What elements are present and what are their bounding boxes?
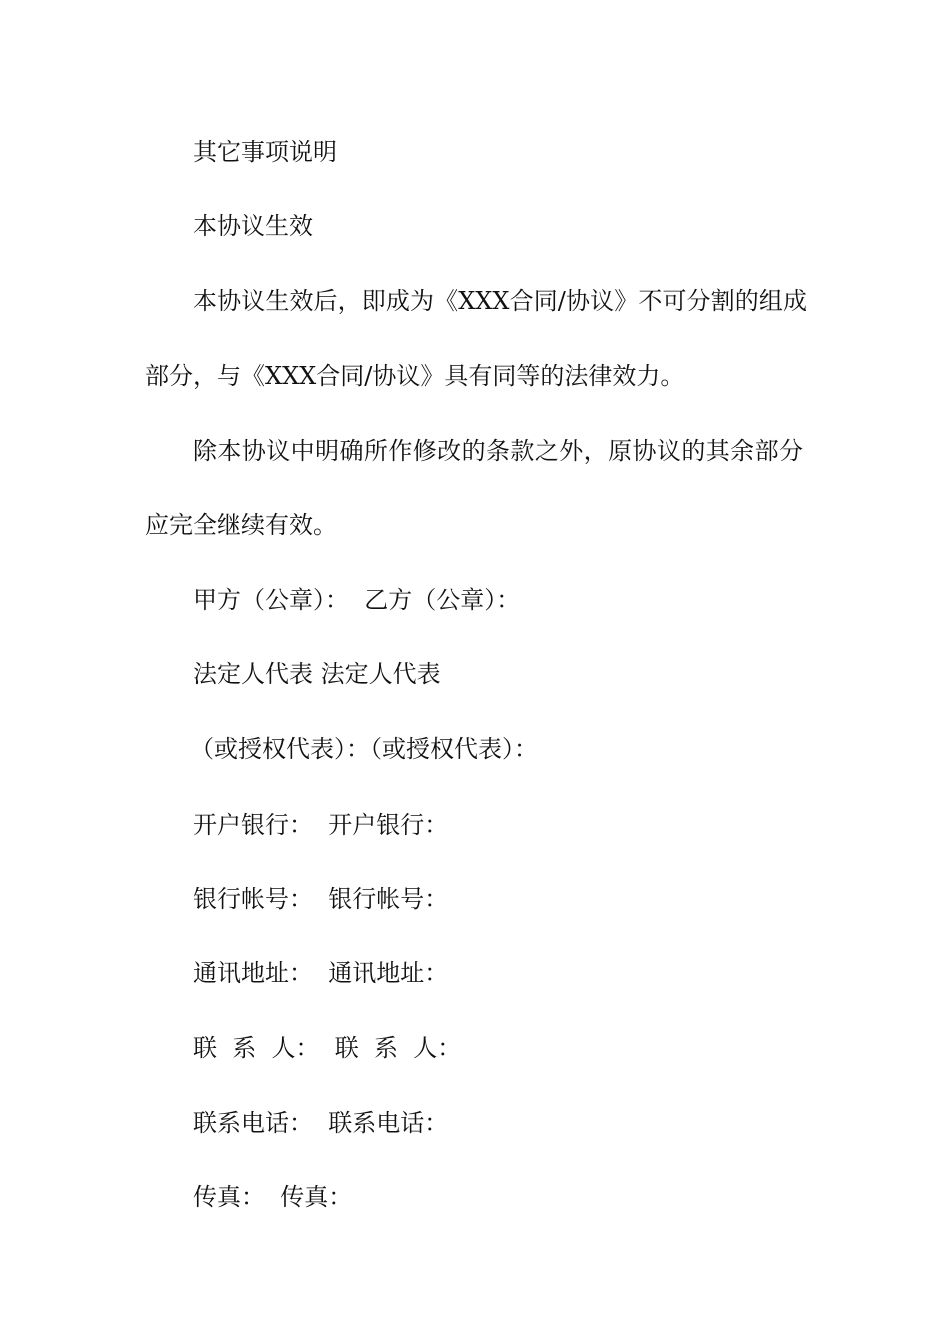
signature-parties: 甲方（公章）： 乙方（公章）： [193, 586, 521, 614]
paragraph-remaining-line-1: 除本协议中明确所作修改的条款之外，原协议的其余部分 [193, 437, 803, 465]
paragraph-remaining-line-2: 应完全继续有效。 [145, 511, 337, 539]
field-fax: 传真： 传真： [193, 1183, 353, 1211]
signature-legal-rep: 法定人代表 法定人代表 [193, 660, 441, 688]
paragraph-effect-line-2: 部分，与《XXX合同/协议》具有同等的法律效力。 [145, 362, 685, 390]
field-phone: 联系电话： 联系电话： [193, 1109, 449, 1137]
field-address: 通讯地址： 通讯地址： [193, 959, 449, 987]
section-heading-effectiveness: 本协议生效 [193, 212, 313, 240]
signature-authorized-rep: （或授权代表）：（或授权代表）： [190, 735, 538, 763]
field-contact-person: 联 系 人： 联 系 人： [193, 1034, 462, 1062]
paragraph-effect-line-1: 本协议生效后，即成为《XXX合同/协议》不可分割的组成 [193, 287, 807, 315]
section-heading-other-matters: 其它事项说明 [193, 138, 337, 166]
field-bank: 开户银行： 开户银行： [193, 811, 449, 839]
field-bank-account: 银行帐号： 银行帐号： [193, 885, 449, 913]
